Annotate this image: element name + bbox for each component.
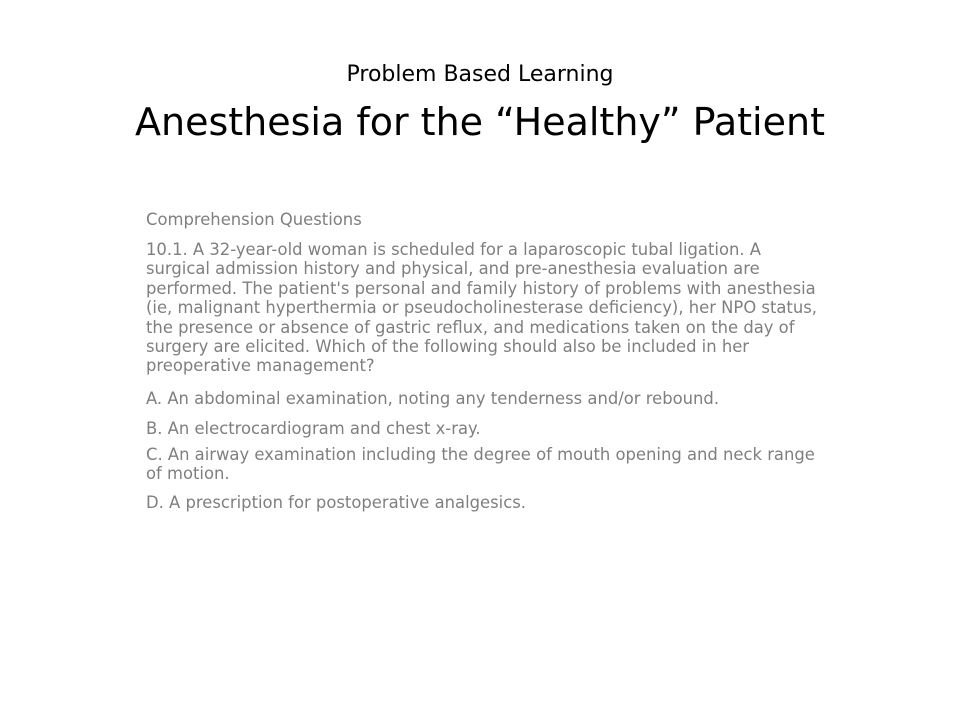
title-block — [40, 58, 920, 146]
option-a: A. An abdominal examination, noting any tenderness and/or rebound. — [146, 388, 720, 408]
section-heading: Comprehension Questions — [146, 210, 362, 229]
option-d: D. A prescription for postoperative analgesics. — [146, 492, 526, 512]
question-text: 10.1. A 32-year-old woman is scheduled for a laparoscopic tubal ligation. A surgical admission history and physical, and pre-anesthesia evaluation are performed. The patient's personal and family history of problems with anesthesia (ie, malignant hyperthermia or pseudocholinesterase deficiency), her NPO status, the presence or absence of gastric reflux, and medications taken on the day of surgery are elicited. Which of the following should also be included in her preoperative management? — [146, 240, 817, 376]
slide-body — [146, 208, 818, 513]
option-c: C. An airway examination including the degree of mouth opening and neck range of motion. — [146, 444, 815, 484]
slide-title: Anesthesia for the “Healthy” Patient — [135, 100, 825, 144]
slide-subtitle: Problem Based Learning — [346, 62, 614, 87]
option-b: B. An electrocardiogram and chest x-ray. — [146, 418, 481, 438]
